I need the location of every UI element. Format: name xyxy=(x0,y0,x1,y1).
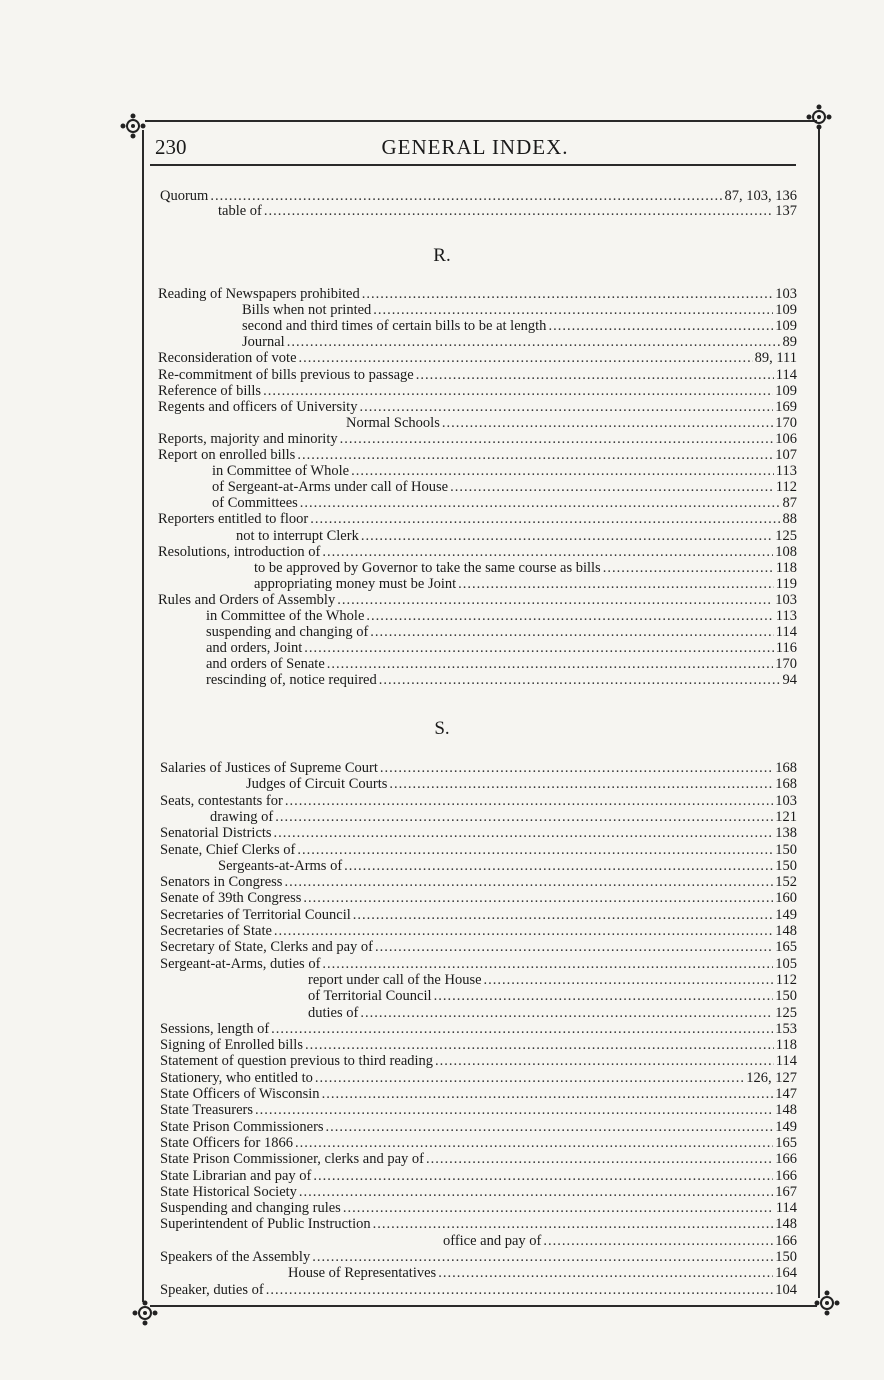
leader-dots xyxy=(275,809,773,826)
entry-page-numbers: 126, 127 xyxy=(746,1070,797,1086)
entry-page-numbers: 167 xyxy=(775,1184,797,1200)
entry-label: Sergeant-at-Arms, duties of xyxy=(160,956,321,972)
entry-page-numbers: 87, 103, 136 xyxy=(724,188,797,204)
entry-label: State Prison Commissioners xyxy=(160,1119,324,1135)
entry-label: Reports, majority and minority xyxy=(158,431,338,447)
index-entry xyxy=(160,1119,797,1136)
entry-label: Re-commitment of bills previous to passage xyxy=(158,367,414,383)
entry-label: in Committee of Whole xyxy=(212,463,350,479)
entry-label: Speakers of the Assembly xyxy=(160,1249,311,1265)
leader-dots xyxy=(299,350,753,367)
leader-dots xyxy=(548,318,773,335)
entry-label: office and pay of xyxy=(443,1233,542,1249)
leader-dots xyxy=(312,1249,773,1266)
entry-page-numbers: 119 xyxy=(775,576,797,592)
entry-page-numbers: 125 xyxy=(775,528,797,544)
leader-dots xyxy=(327,656,773,673)
index-entry xyxy=(236,528,797,545)
header-rule xyxy=(150,164,796,166)
index-entry xyxy=(206,608,797,625)
entry-page-numbers: 112 xyxy=(775,479,797,495)
index-entry xyxy=(158,399,797,416)
entry-page-numbers: 109 xyxy=(775,302,797,318)
entry-page-numbers: 166 xyxy=(775,1233,797,1249)
entry-label: Secretary of State, Clerks and pay of xyxy=(160,939,373,955)
index-entry xyxy=(160,1053,797,1070)
entry-page-numbers: 109 xyxy=(775,318,797,334)
index-entry xyxy=(158,350,797,367)
entry-page-numbers: 147 xyxy=(775,1086,797,1102)
leader-dots xyxy=(274,923,773,940)
entry-label: State Treasurers xyxy=(160,1102,254,1118)
leader-dots xyxy=(263,383,773,400)
leader-dots xyxy=(297,842,773,859)
entry-label: of Sergeant-at-Arms under call of House xyxy=(212,479,449,495)
entry-page-numbers: 166 xyxy=(775,1151,797,1167)
entry-page-numbers: 94 xyxy=(782,672,797,688)
leader-dots xyxy=(360,1005,773,1022)
leader-dots xyxy=(340,431,774,448)
entry-page-numbers: 118 xyxy=(775,1037,797,1053)
entry-label: and orders of Senate xyxy=(206,656,325,672)
entry-label: Seats, contestants for xyxy=(160,793,283,809)
index-entry xyxy=(160,825,797,842)
entry-page-numbers: 137 xyxy=(775,203,797,219)
entry-page-numbers: 168 xyxy=(775,776,797,792)
entry-label: Senate, Chief Clerks of xyxy=(160,842,296,858)
entry-page-numbers: 89 xyxy=(782,334,797,350)
leader-dots xyxy=(264,203,773,220)
entry-label: and orders, Joint xyxy=(206,640,303,656)
leader-dots xyxy=(450,479,774,496)
index-entry xyxy=(158,511,797,528)
index-entry xyxy=(160,1282,797,1299)
entry-page-numbers: 170 xyxy=(775,415,797,431)
page-number: 230 xyxy=(155,135,187,159)
entry-label: Reference of bills xyxy=(158,383,262,399)
entry-page-numbers: 125 xyxy=(775,1005,797,1021)
leader-dots xyxy=(373,302,773,319)
entry-page-numbers: 160 xyxy=(775,890,797,906)
index-entry xyxy=(160,1070,797,1087)
entry-label: Senatorial Districts xyxy=(160,825,272,841)
leader-dots xyxy=(305,1037,774,1054)
index-entry xyxy=(246,776,797,793)
index-entry xyxy=(254,560,797,577)
entry-page-numbers: 149 xyxy=(775,1119,797,1135)
entry-page-numbers: 114 xyxy=(775,367,797,383)
page-title: GENERAL INDEX. xyxy=(381,135,569,159)
entry-label: Reconsideration of vote xyxy=(158,350,297,366)
entry-label: in Committee of the Whole xyxy=(206,608,365,624)
entry-page-numbers: 150 xyxy=(775,988,797,1004)
entry-label: of Territorial Council xyxy=(308,988,432,1004)
index-entry xyxy=(160,1037,797,1054)
leader-dots xyxy=(359,399,773,416)
entry-label: State Librarian and pay of xyxy=(160,1168,312,1184)
entry-label: rescinding of, notice required xyxy=(206,672,377,688)
leader-dots xyxy=(379,672,781,689)
leader-dots xyxy=(438,1265,773,1282)
entry-label: Reporters entitled to floor xyxy=(158,511,309,527)
entry-page-numbers: 148 xyxy=(775,923,797,939)
index-entry xyxy=(218,203,797,220)
entry-page-numbers: 114 xyxy=(775,1200,797,1216)
leader-dots xyxy=(458,576,774,593)
index-entry xyxy=(242,302,797,319)
entry-page-numbers: 113 xyxy=(775,608,797,624)
leader-dots xyxy=(366,608,773,625)
leader-dots xyxy=(295,1135,773,1152)
entry-page-numbers: 165 xyxy=(775,939,797,955)
leader-dots xyxy=(313,1168,773,1185)
leader-dots xyxy=(271,1021,773,1038)
entry-page-numbers: 148 xyxy=(775,1102,797,1118)
entry-label: Statement of question previous to third reading xyxy=(160,1053,434,1069)
leader-dots xyxy=(255,1102,773,1119)
corner-ornament-top-right xyxy=(804,102,834,132)
entry-label: Sergeants-at-Arms of xyxy=(218,858,343,874)
index-entry xyxy=(160,1249,797,1266)
index-entry xyxy=(160,1135,797,1152)
entry-label: House of Representatives xyxy=(288,1265,437,1281)
entry-label: Resolutions, introduction of xyxy=(158,544,321,560)
entry-label: State Historical Society xyxy=(160,1184,297,1200)
entry-label: appropriating money must be Joint xyxy=(254,576,457,592)
leader-dots xyxy=(287,334,781,351)
frame-left-line xyxy=(142,130,144,1302)
entry-label: to be approved by Governor to take the same course as bills xyxy=(254,560,601,576)
index-entry xyxy=(160,939,797,956)
leader-dots xyxy=(361,528,773,545)
leader-dots xyxy=(416,367,774,384)
entry-page-numbers: 104 xyxy=(775,1282,797,1298)
entry-page-numbers: 168 xyxy=(775,760,797,776)
index-entry xyxy=(160,907,797,924)
entry-label: drawing of xyxy=(210,809,274,825)
entry-label: State Officers of Wisconsin xyxy=(160,1086,320,1102)
entry-label: Suspending and changing rules xyxy=(160,1200,341,1216)
leader-dots xyxy=(315,1070,744,1087)
entry-page-numbers: 118 xyxy=(775,560,797,576)
entry-label: Judges of Circuit Courts xyxy=(246,776,388,792)
page-header xyxy=(155,135,795,165)
leader-dots xyxy=(343,1200,774,1217)
index-entry xyxy=(242,318,797,335)
index-entry xyxy=(206,624,797,641)
index-entry xyxy=(443,1233,797,1250)
leader-dots xyxy=(484,972,774,989)
leader-dots xyxy=(344,858,773,875)
entry-label: Superintendent of Public Instruction xyxy=(160,1216,371,1232)
entry-label: second and third times of certain bills to be at length xyxy=(242,318,547,334)
leader-dots xyxy=(303,890,773,907)
index-entry xyxy=(212,495,797,512)
entry-page-numbers: 165 xyxy=(775,1135,797,1151)
index-entry xyxy=(158,544,797,561)
entry-page-numbers: 103 xyxy=(775,286,797,302)
entry-page-numbers: 108 xyxy=(775,544,797,560)
index-entry xyxy=(212,463,797,480)
leader-dots xyxy=(603,560,774,577)
entry-label: Journal xyxy=(242,334,285,350)
entry-label: Secretaries of Territorial Council xyxy=(160,907,351,923)
entry-page-numbers: 113 xyxy=(775,463,797,479)
index-entry xyxy=(160,1200,797,1217)
index-entry xyxy=(158,592,797,609)
entry-page-numbers: 106 xyxy=(775,431,797,447)
leader-dots xyxy=(426,1151,773,1168)
leader-dots xyxy=(304,640,774,657)
leader-dots xyxy=(375,939,773,956)
index-entry xyxy=(212,479,797,496)
index-entry xyxy=(254,576,797,593)
index-entry xyxy=(160,923,797,940)
index-entry xyxy=(160,1021,797,1038)
index-entry xyxy=(346,415,797,432)
index-entry xyxy=(160,1216,797,1233)
entry-page-numbers: 169 xyxy=(775,399,797,415)
index-entry xyxy=(158,286,797,303)
index-entry xyxy=(160,793,797,810)
index-entry xyxy=(158,431,797,448)
entry-label: Speaker, duties of xyxy=(160,1282,264,1298)
leader-dots xyxy=(310,511,780,528)
leader-dots xyxy=(299,1184,773,1201)
leader-dots xyxy=(380,760,773,777)
entry-label: Secretaries of State xyxy=(160,923,272,939)
entry-page-numbers: 109 xyxy=(775,383,797,399)
entry-page-numbers: 138 xyxy=(775,825,797,841)
entry-label: duties of xyxy=(308,1005,359,1021)
index-entry xyxy=(206,656,797,673)
corner-ornament-top-left xyxy=(118,111,148,141)
entry-page-numbers: 121 xyxy=(775,809,797,825)
leader-dots xyxy=(434,988,774,1005)
entry-label: of Committees xyxy=(212,495,298,511)
entry-label: Bills when not printed xyxy=(242,302,372,318)
corner-ornament-bottom-left xyxy=(130,1298,160,1328)
entry-page-numbers: 170 xyxy=(775,656,797,672)
index-entry xyxy=(308,1005,797,1022)
leader-dots xyxy=(266,1282,774,1299)
leader-dots xyxy=(362,286,774,303)
leader-dots xyxy=(284,874,773,891)
entry-label: Quorum xyxy=(160,188,209,204)
entry-label: Rules and Orders of Assembly xyxy=(158,592,336,608)
leader-dots xyxy=(543,1233,773,1250)
entry-page-numbers: 105 xyxy=(775,956,797,972)
entry-label: Salaries of Justices of Supreme Court xyxy=(160,760,378,776)
index-entry xyxy=(308,972,797,989)
index-entry xyxy=(206,640,797,657)
entry-page-numbers: 164 xyxy=(775,1265,797,1281)
frame-bottom-line xyxy=(150,1305,817,1307)
entry-page-numbers: 103 xyxy=(775,592,797,608)
entry-label: State Officers for 1866 xyxy=(160,1135,294,1151)
index-entry xyxy=(160,1151,797,1168)
entry-page-numbers: 150 xyxy=(775,1249,797,1265)
entry-page-numbers: 116 xyxy=(775,640,797,656)
entry-label: Report on enrolled bills xyxy=(158,447,296,463)
leader-dots xyxy=(353,907,773,924)
entry-page-numbers: 153 xyxy=(775,1021,797,1037)
index-entry xyxy=(158,383,797,400)
index-entry xyxy=(206,672,797,689)
entry-page-numbers: 148 xyxy=(775,1216,797,1232)
entry-label: Regents and officers of University xyxy=(158,399,358,415)
leader-dots xyxy=(326,1119,774,1136)
section-letter-r: R. xyxy=(433,245,451,266)
leader-dots xyxy=(370,624,773,641)
corner-ornament-bottom-right xyxy=(812,1288,842,1318)
frame-top-line xyxy=(145,120,817,122)
index-entry xyxy=(158,367,797,384)
entry-label: Normal Schools xyxy=(346,415,440,431)
leader-dots xyxy=(373,1216,774,1233)
section-letter-s: S. xyxy=(434,718,450,739)
index-entry xyxy=(308,988,797,1005)
entry-label: table of xyxy=(218,203,262,219)
entry-page-numbers: 114 xyxy=(775,624,797,640)
entry-page-numbers: 107 xyxy=(775,447,797,463)
entry-page-numbers: 89, 111 xyxy=(754,350,797,366)
index-entry xyxy=(160,890,797,907)
entry-label: Stationery, who entitled to xyxy=(160,1070,313,1086)
entry-label: Reading of Newspapers prohibited xyxy=(158,286,360,302)
index-entry xyxy=(288,1265,797,1282)
index-entry xyxy=(160,1086,797,1103)
leader-dots xyxy=(285,793,773,810)
entry-label: not to interrupt Clerk xyxy=(236,528,359,544)
index-entry xyxy=(210,809,797,826)
index-entry xyxy=(218,858,797,875)
leader-dots xyxy=(337,592,773,609)
entry-page-numbers: 150 xyxy=(775,842,797,858)
leader-dots xyxy=(351,463,774,480)
index-entry xyxy=(160,1102,797,1119)
leader-dots xyxy=(322,1086,774,1103)
index-entry xyxy=(160,1184,797,1201)
entry-page-numbers: 88 xyxy=(782,511,797,527)
leader-dots xyxy=(300,495,781,512)
leader-dots xyxy=(274,825,774,842)
entry-label: Signing of Enrolled bills xyxy=(160,1037,303,1053)
entry-page-numbers: 152 xyxy=(775,874,797,890)
index-entry xyxy=(158,447,797,464)
entry-label: report under call of the House xyxy=(308,972,482,988)
index-entry xyxy=(160,760,797,777)
entry-label: Senate of 39th Congress xyxy=(160,890,302,906)
index-entry xyxy=(160,842,797,859)
entry-label: suspending and changing of xyxy=(206,624,369,640)
index-entry xyxy=(160,874,797,891)
leader-dots xyxy=(322,544,773,561)
entry-page-numbers: 150 xyxy=(775,858,797,874)
leader-dots xyxy=(442,415,773,432)
entry-page-numbers: 103 xyxy=(775,793,797,809)
entry-label: Senators in Congress xyxy=(160,874,283,890)
entry-page-numbers: 114 xyxy=(775,1053,797,1069)
index-entry xyxy=(160,1168,797,1185)
entry-page-numbers: 149 xyxy=(775,907,797,923)
leader-dots xyxy=(322,956,773,973)
leader-dots xyxy=(297,447,773,464)
entry-page-numbers: 112 xyxy=(775,972,797,988)
entry-page-numbers: 87 xyxy=(782,495,797,511)
frame-right-line xyxy=(818,128,820,1298)
entry-label: State Prison Commissioner, clerks and pay of xyxy=(160,1151,425,1167)
entry-label: Sessions, length of xyxy=(160,1021,270,1037)
leader-dots xyxy=(435,1053,774,1070)
entry-page-numbers: 166 xyxy=(775,1168,797,1184)
leader-dots xyxy=(389,776,773,793)
index-entry xyxy=(160,956,797,973)
index-entry xyxy=(242,334,797,351)
